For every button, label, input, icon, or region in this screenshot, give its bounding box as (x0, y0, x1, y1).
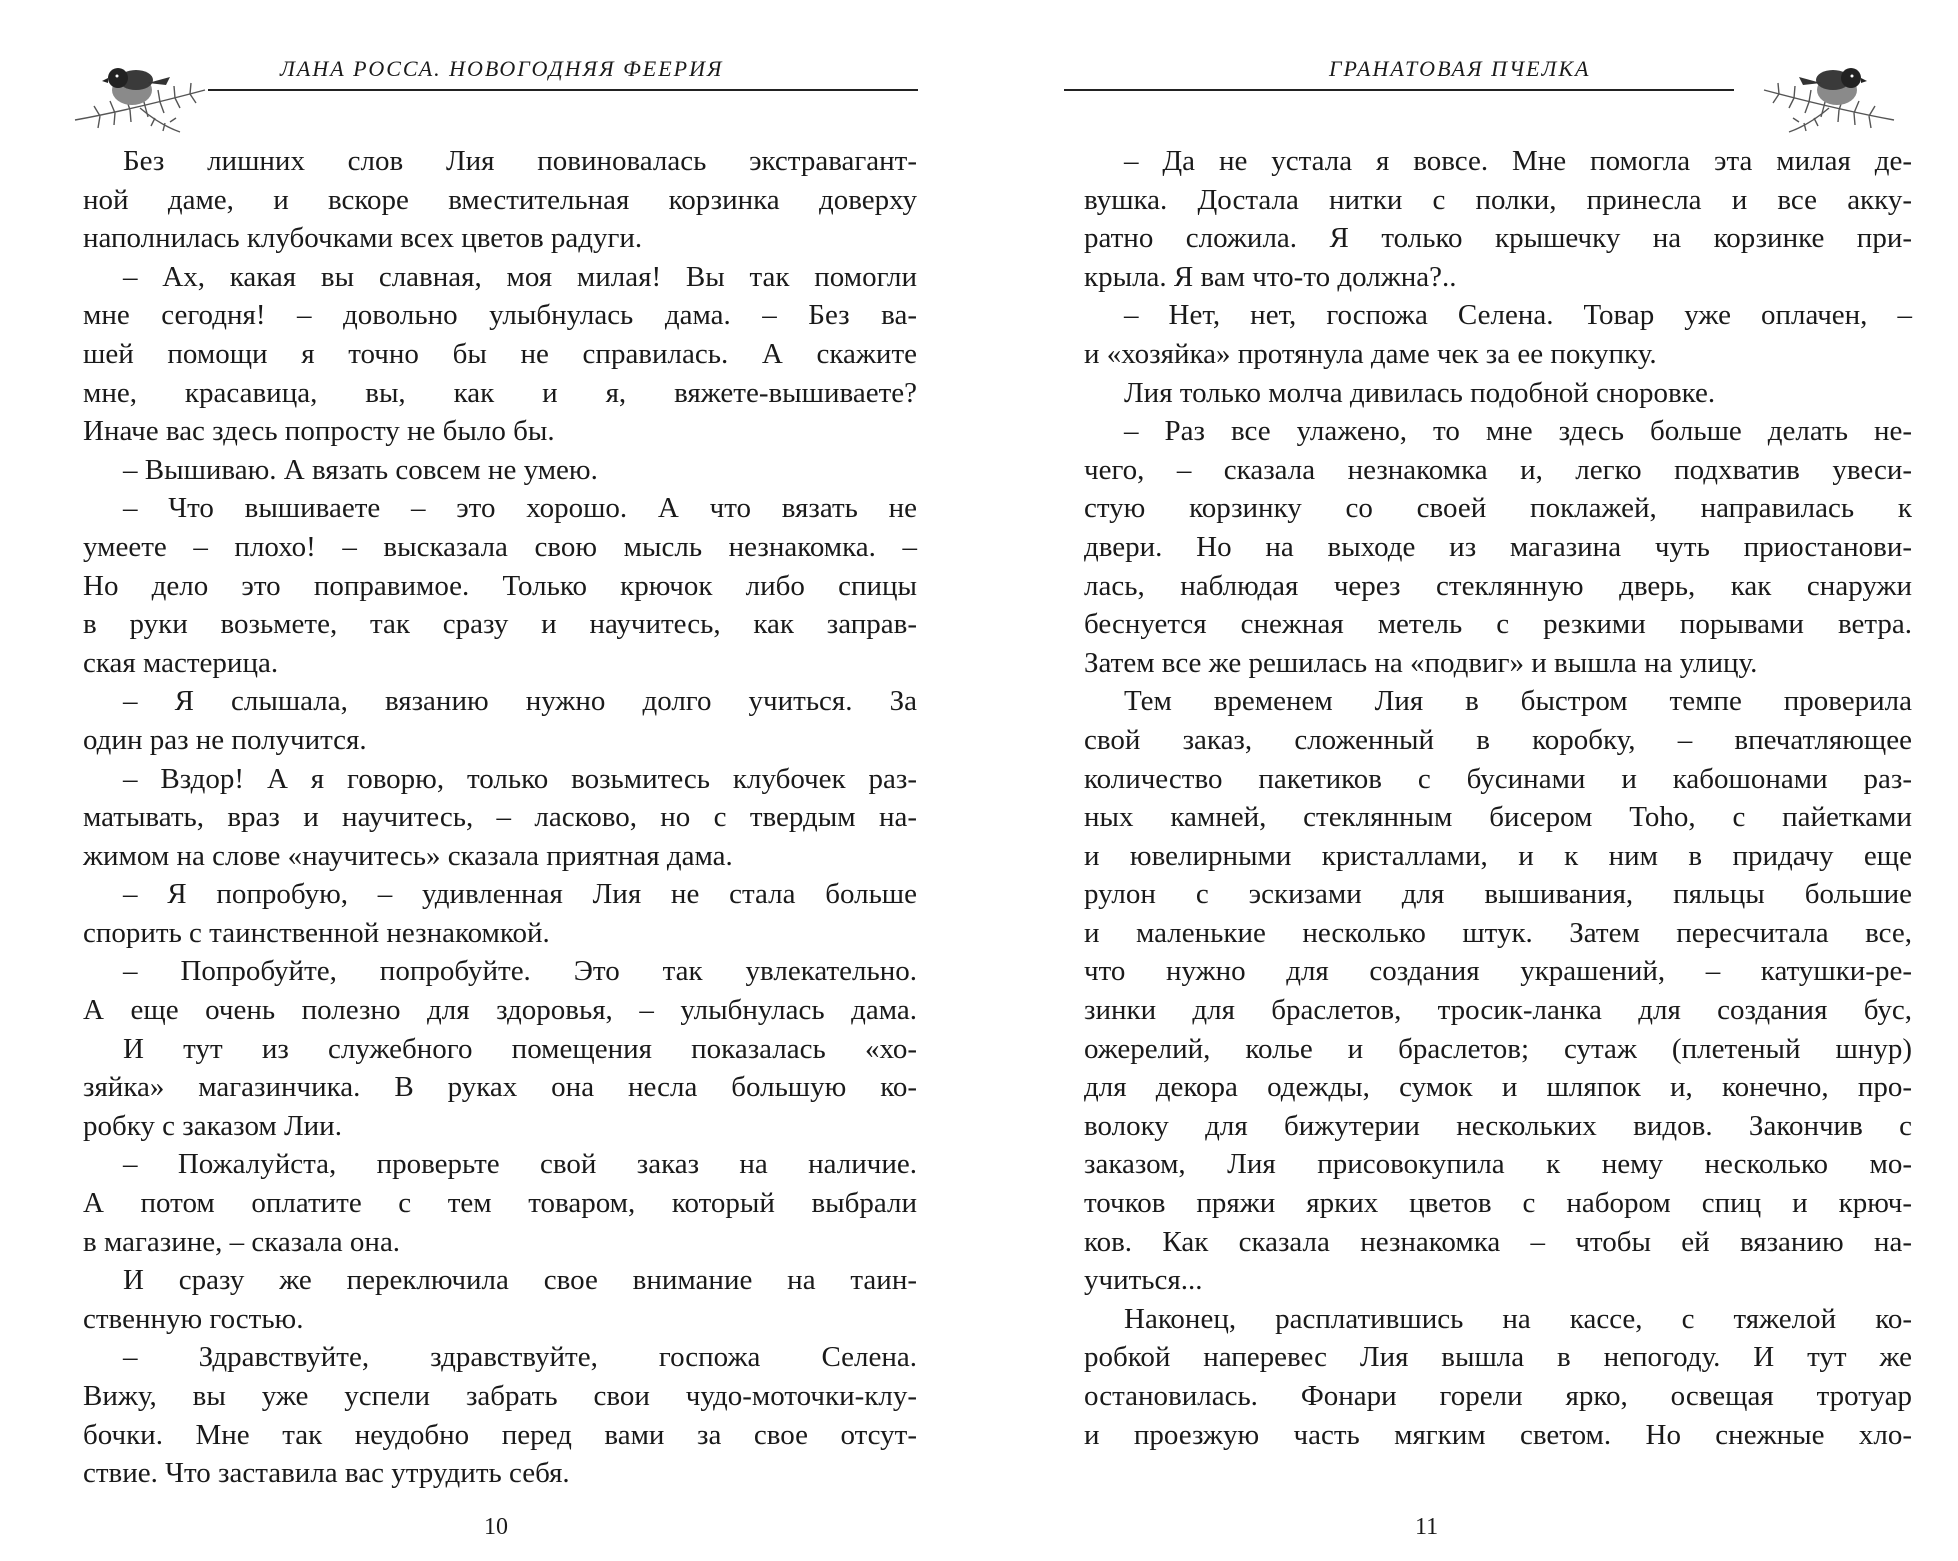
text-line: заказом, Лия присовокупила к нему несколько мо- (1084, 1148, 1912, 1181)
text-line: зинки для браслетов, тросик-ланка для создания бус, (1084, 994, 1912, 1027)
text-line: один раз не получится. (83, 723, 367, 756)
running-header: ЛАНА РОССА. НОВОГОДНЯЯ ФЕЕРИЯ (280, 56, 724, 81)
text-line: матывать, враз и научитесь, – ласково, но с твердым на- (83, 801, 917, 834)
text-line: – Пожалуйста, проверьте свой заказ на наличие. (123, 1148, 917, 1181)
text-line: для декора одежды, сумок и шляпок и, конечно, про- (1084, 1071, 1912, 1104)
text-line: ская мастерица. (83, 646, 279, 679)
text-line: Без лишних слов Лия повиновалась экстравагант- (123, 145, 917, 177)
text-line: – Я слышала, вязанию нужно долго учиться. За (123, 685, 917, 718)
text-line: ожерелий, колье и браслетов; сутаж (плетеный шнур) (1084, 1032, 1912, 1065)
page-number: 10 (484, 1514, 508, 1540)
text-line: – Здравствуйте, здравствуйте, госпожа Селена. (123, 1341, 917, 1374)
text-line: – Я попробую, – удивленная Лия не стала больше (123, 878, 917, 911)
text-line: мне сегодня! – довольно улыбнулась дама. – Без ва- (83, 299, 917, 332)
text-line: в руки возьмете, так сразу и научитесь, как заправ- (83, 608, 917, 641)
text-line: в магазине, – сказала она. (83, 1225, 401, 1258)
text-line: Иначе вас здесь попросту не было бы. (83, 415, 555, 448)
text-line: ственную гостью. (83, 1302, 304, 1335)
text-line: мне, красавица, вы, как и я, вяжете-вышиваете? (83, 376, 917, 409)
text-line: шей помощи я точно бы не справилась. А скажите (83, 337, 917, 370)
text-line: рулон с эскизами для вышивания, пяльцы большие (1084, 878, 1912, 911)
text-line: чего, – сказала незнакомка и, легко подхватив увеси- (1084, 453, 1912, 486)
page-body (83, 142, 917, 1493)
text-line: остановилась. Фонари горели ярко, освещая тротуар (1084, 1380, 1912, 1412)
text-line: Лия только молча дивилась подобной сноровке. (1124, 376, 1716, 409)
text-line: волоку для бижутерии нескольких видов. Закончив с (1084, 1109, 1912, 1142)
text-line: и маленькие несколько штук. Затем пересчитала все, (1084, 916, 1912, 949)
bullfinch-on-fir-branch-icon (70, 50, 210, 136)
text-line: вушка. Достала нитки с полки, принесла и все акку- (1084, 183, 1912, 216)
text-line: робкой наперевес Лия вышла в непогоду. И тут же (1084, 1341, 1912, 1374)
text-line: крыла. Я вам что-то должна?.. (1084, 260, 1457, 293)
bullfinch-on-fir-branch-icon (1759, 50, 1899, 136)
text-line: Затем все же решилась на «подвиг» и вышла на улицу. (1084, 646, 1758, 679)
text-line: И сразу же переключила свое внимание на таин- (123, 1264, 917, 1297)
text-line: – Нет, нет, госпожа Селена. Товар уже оплачен, – (1124, 299, 1912, 332)
text-line: и ювелирными кристаллами, и к ним в придачу еще (1084, 839, 1912, 872)
text-line: ных камней, стеклянным бисером Toho, с пайетками (1084, 801, 1912, 834)
text-line: Но дело это поправимое. Только крючок либо спицы (83, 569, 917, 602)
text-line: – Да не устала я вовсе. Мне помогла эта милая де- (1124, 145, 1912, 177)
text-line: жимом на слове «научитесь» сказала приятная дама. (83, 839, 733, 872)
text-line: точков пряжи ярких цветов с набором спиц и крюч- (1084, 1187, 1912, 1220)
text-line: умеете – плохо! – высказала свою мысль незнакомка. – (83, 530, 917, 563)
text-line: бочки. Мне так неудобно перед вами за свое отсут- (83, 1418, 917, 1451)
text-line: беснуется снежная метель с резкими порывами ветра. (1084, 608, 1912, 641)
text-line: А еще очень полезно для здоровья, – улыбнулась дама. (83, 994, 917, 1027)
text-line: спорить с таинственной незнакомкой. (83, 916, 550, 949)
text-line: и проезжую часть мягким светом. Но снежные хло- (1084, 1418, 1912, 1451)
header-rule (208, 89, 918, 91)
text-line: – Попробуйте, попробуйте. Это так увлекательно. (123, 955, 917, 988)
text-line: наполнилась клубочками всех цветов радуги. (83, 222, 643, 255)
text-line: Наконец, расплатившись на кассе, с тяжелой ко- (1124, 1302, 1912, 1335)
text-line: и «хозяйка» протянула даме чек за ее покупку. (1084, 337, 1657, 370)
text-line: ков. Как сказала незнакомка – чтобы ей вязанию на- (1084, 1225, 1912, 1258)
right-page (979, 0, 1958, 1561)
text-line: количество пакетиков с бусинами и кабошонами раз- (1084, 762, 1912, 795)
text-line: ратно сложила. Я только крышечку на корзинке при- (1084, 222, 1912, 255)
text-line: А потом оплатите с тем товаром, который выбрали (83, 1187, 917, 1220)
text-line: Вижу, вы уже успели забрать свои чудо-моточки-клу- (83, 1380, 917, 1412)
header-rule (1064, 89, 1734, 91)
text-line: – Раз все улажено, то мне здесь больше делать не- (1124, 415, 1912, 448)
page-number: 11 (1415, 1514, 1439, 1540)
running-header: ГРАНАТОВАЯ ПЧЕЛКА (1329, 56, 1591, 81)
text-line: – Ах, какая вы славная, моя милая! Вы так помогли (123, 260, 917, 293)
text-line: зяйка» магазинчика. В руках она несла большую ко- (83, 1071, 917, 1104)
text-line: лась, наблюдая через стеклянную дверь, как снаружи (1084, 569, 1912, 602)
text-line: Тем временем Лия в быстром темпе проверила (1124, 685, 1912, 718)
text-line: двери. Но на выходе из магазина чуть приостанови- (1084, 530, 1912, 563)
text-line: свой заказ, сложенный в коробку, – впечатляющее (1084, 723, 1912, 756)
text-line: ствие. Что заставила вас утрудить себя. (83, 1457, 570, 1490)
text-line: – Вышиваю. А вязать совсем не умею. (123, 453, 598, 486)
page-body (1084, 142, 1912, 1454)
text-line: что нужно для создания украшений, – катушки-ре- (1084, 955, 1912, 988)
text-line: ной даме, и вскоре вместительная корзинка доверху (83, 183, 917, 216)
text-line: робку с заказом Лии. (83, 1109, 342, 1142)
text-line: – Что вышиваете – это хорошо. А что вязать не (123, 492, 917, 525)
text-line: – Вздор! А я говорю, только возьмитесь клубочек раз- (123, 762, 917, 795)
text-line: И тут из служебного помещения показалась «хо- (123, 1032, 917, 1065)
text-line: учиться... (1084, 1264, 1203, 1297)
text-line: стую корзинку со своей поклажей, направилась к (1084, 492, 1912, 525)
